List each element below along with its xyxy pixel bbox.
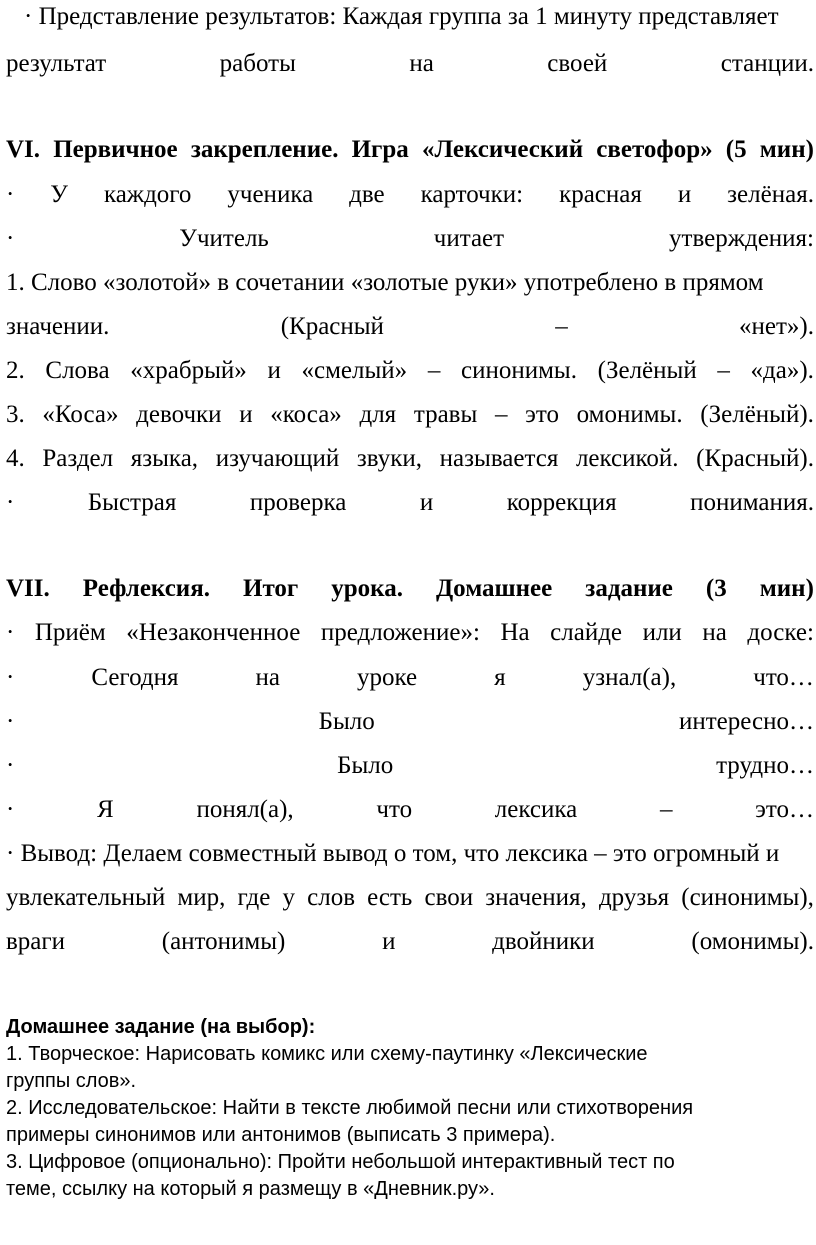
word: ученика	[227, 181, 314, 208]
word: Быстрая	[87, 489, 177, 516]
text-line	[6, 400, 814, 429]
word: Первичное	[53, 136, 178, 163]
word: На	[500, 619, 530, 646]
word: зелёная.	[727, 181, 814, 208]
word: (омонимы).	[691, 928, 814, 955]
word: (5	[725, 136, 747, 163]
word: девочки	[136, 401, 222, 428]
word: (антонимы)	[161, 928, 286, 955]
word: что	[376, 796, 413, 823]
word: каждого	[103, 181, 192, 208]
homework-line: примеры синонимов или антонимов (выписать 3 примера).	[6, 1124, 556, 1146]
word: урока.	[331, 575, 403, 602]
word: и	[419, 489, 434, 516]
word: для	[359, 401, 397, 428]
word: «коса»	[270, 401, 342, 428]
word: Приём	[34, 619, 106, 646]
word: ·	[6, 225, 15, 252]
text-line	[6, 883, 814, 912]
word: на	[702, 619, 727, 646]
word: лексика	[494, 796, 578, 823]
word: Сегодня	[91, 664, 179, 691]
word: · Вывод: Делаем совместный вывод о том, что лексика – это огромный и	[6, 840, 780, 867]
word: понимания.	[690, 489, 814, 516]
homework-title: Домашнее задание (на выбор):	[6, 1016, 316, 1038]
homework-line: теме, ссылку на который я размещу в «Дневник.ру».	[6, 1178, 495, 1200]
word: значения,	[485, 884, 587, 911]
word: карточки:	[420, 181, 524, 208]
word: (синонимы),	[681, 884, 814, 911]
word: «Незаконченное	[126, 619, 301, 646]
word: Раздел	[42, 445, 114, 472]
section-heading	[6, 574, 814, 603]
text-line	[6, 224, 814, 253]
word: станции.	[720, 50, 814, 77]
word: закрепление.	[190, 136, 339, 163]
word: мин)	[759, 136, 814, 163]
text-line	[6, 444, 814, 473]
word: есть	[367, 884, 413, 911]
word: работы	[219, 50, 296, 77]
word: 4.	[6, 445, 25, 472]
homework-line: 1. Творческое: Нарисовать комикс или схему-паутинку «Лексические	[6, 1043, 648, 1065]
text-line	[6, 180, 814, 209]
word: читает	[433, 225, 505, 252]
word: друзья	[598, 884, 670, 911]
word: языка,	[130, 445, 199, 472]
word: проверка	[249, 489, 347, 516]
word: и	[239, 401, 253, 428]
word: я	[494, 664, 506, 691]
word: слов	[307, 884, 356, 911]
word: ·	[6, 181, 15, 208]
text-line	[6, 795, 814, 824]
text-line	[6, 927, 814, 956]
word: мин)	[759, 575, 814, 602]
homework-line: 2. Исследовательское: Найти в тексте любимой песни или стихотворения	[6, 1097, 694, 1119]
word: (Красный	[280, 313, 384, 340]
word: –	[494, 401, 508, 428]
word: омонимы.	[576, 401, 683, 428]
text-line	[6, 356, 814, 385]
word: и	[267, 357, 281, 384]
word: трудно…	[716, 752, 814, 779]
word: ·	[6, 796, 15, 823]
word: –	[427, 357, 441, 384]
word: звуки,	[356, 445, 423, 472]
word: Итог	[243, 575, 299, 602]
word: это	[525, 401, 559, 428]
word: «храбрый»	[130, 357, 247, 384]
text-line	[6, 49, 814, 78]
word: ·	[6, 664, 15, 691]
word: интересно…	[679, 708, 814, 735]
section-heading	[6, 135, 814, 164]
homework-line: 3. Цифровое (опционально): Пройти небольшой интерактивный тест по	[6, 1151, 675, 1173]
word: (Зелёный).	[700, 401, 814, 428]
word: –	[659, 796, 673, 823]
text-line	[6, 751, 814, 780]
word: ·	[6, 708, 15, 735]
word: у	[282, 884, 295, 911]
word: это…	[755, 796, 814, 823]
word: «смелый»	[301, 357, 408, 384]
word: называется	[439, 445, 559, 472]
word: и	[382, 928, 396, 955]
word: Было	[318, 708, 375, 735]
word: Слова	[45, 357, 110, 384]
word: Рефлексия.	[82, 575, 210, 602]
word: «Коса»	[42, 401, 119, 428]
word: –	[555, 313, 568, 340]
word: –	[717, 357, 730, 384]
word: синонимы.	[460, 357, 577, 384]
word: мир,	[177, 884, 226, 911]
word: Игра	[351, 136, 409, 163]
word: на	[255, 664, 280, 691]
text-line	[6, 2, 816, 31]
word: Было	[337, 752, 394, 779]
word: У	[50, 181, 68, 208]
text-line	[6, 663, 814, 692]
word: узнал(а),	[582, 664, 677, 691]
word: 3.	[6, 401, 25, 428]
word: «Лексический	[421, 136, 584, 163]
word: ·	[6, 752, 15, 779]
word: доске:	[747, 619, 814, 646]
word: предложение»:	[320, 619, 480, 646]
word: Учитель	[179, 225, 269, 252]
word: ·	[6, 489, 15, 516]
word: Я	[97, 796, 114, 823]
word: значении.	[6, 313, 110, 340]
word: «да»).	[750, 357, 814, 384]
word: (3	[705, 575, 727, 602]
text-line	[6, 268, 814, 297]
word: · Представление результатов: Каждая группа за 1 минуту представляет	[24, 3, 779, 30]
homework-line: группы слов».	[6, 1070, 137, 1092]
text-line	[6, 312, 814, 341]
word: задание	[585, 575, 673, 602]
text-line	[6, 618, 814, 647]
word: утверждения:	[669, 225, 814, 252]
word: (Красный).	[696, 445, 814, 472]
homework-section	[6, 1014, 816, 1203]
word: 1. Слово «золотой» в сочетании «золотые руки» употреблено в прямом	[6, 269, 764, 296]
word: и	[677, 181, 692, 208]
word: VII.	[6, 575, 50, 602]
word: ·	[6, 619, 15, 646]
word: Домашнее	[435, 575, 553, 602]
word: 2.	[6, 357, 25, 384]
word: «нет»).	[739, 313, 814, 340]
word: коррекция	[506, 489, 617, 516]
word: светофор»	[596, 136, 713, 163]
word: (Зелёный	[597, 357, 697, 384]
text-line	[6, 488, 814, 517]
word: лексикой.	[575, 445, 679, 472]
text-line	[6, 839, 814, 868]
word: изучающий	[215, 445, 340, 472]
word: свои	[424, 884, 474, 911]
word: на	[409, 50, 434, 77]
word: понял(а),	[196, 796, 294, 823]
word: травы	[413, 401, 478, 428]
word: уроке	[357, 664, 418, 691]
word: что…	[753, 664, 814, 691]
word: две	[349, 181, 385, 208]
word: красная	[559, 181, 642, 208]
word: слайде	[550, 619, 623, 646]
word: результат	[6, 50, 107, 77]
word: где	[237, 884, 271, 911]
word: VI.	[6, 136, 41, 163]
text-line	[6, 707, 814, 736]
word: своей	[547, 50, 608, 77]
word: или	[642, 619, 682, 646]
word: увлекательный	[6, 884, 166, 911]
word: враги	[6, 928, 66, 955]
word: двойники	[492, 928, 595, 955]
